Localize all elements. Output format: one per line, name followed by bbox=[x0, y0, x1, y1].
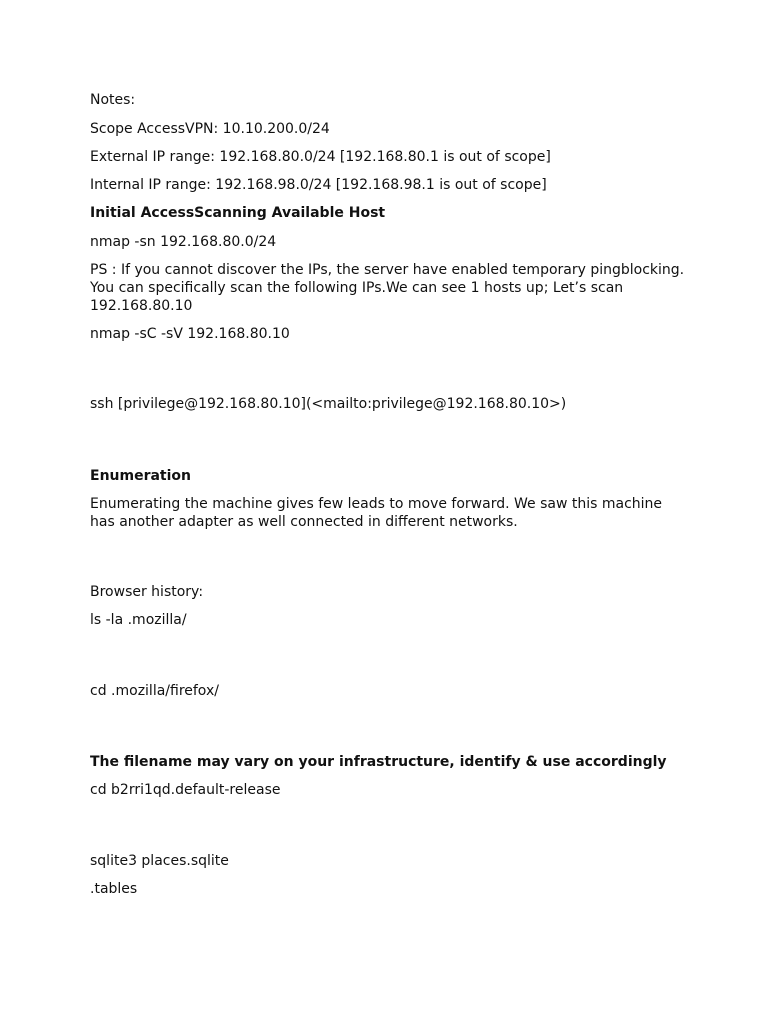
internal-ip-line: Internal IP range: 192.168.98.0/24 [192.168.98.1 is out of scope] bbox=[90, 177, 547, 193]
external-ip-line: External IP range: 192.168.80.0/24 [192.168.80.1 is out of scope] bbox=[90, 149, 551, 165]
sqlite-command: sqlite3 places.sqlite bbox=[90, 853, 229, 869]
ps-note-line-3: 192.168.80.10 bbox=[90, 298, 193, 314]
nmap-sc-sv-command: nmap -sC -sV 192.168.80.10 bbox=[90, 326, 290, 342]
ls-mozilla-command: ls -la .mozilla/ bbox=[90, 612, 187, 628]
nmap-sn-command: nmap -sn 192.168.80.0/24 bbox=[90, 234, 277, 250]
notes-label: Notes: bbox=[90, 92, 136, 108]
ssh-command: ssh [privilege@192.168.80.10](<mailto:privilege@192.168.80.10>) bbox=[90, 396, 567, 412]
ps-note-line-2: You can specifically scan the following IPs.We can see 1 hosts up; Let’s scan bbox=[90, 280, 624, 296]
cd-profile-command: cd b2rri1qd.default-release bbox=[90, 782, 281, 798]
tables-command: .tables bbox=[90, 881, 138, 897]
browser-history-label: Browser history: bbox=[90, 584, 204, 600]
enumeration-heading: Enumeration bbox=[90, 468, 192, 484]
scope-line: Scope AccessVPN: 10.10.200.0/24 bbox=[90, 121, 330, 137]
enumeration-line-2: has another adapter as well connected in different networks. bbox=[90, 514, 518, 530]
ps-note-line-1: PS : If you cannot discover the IPs, the server have enabled temporary pingblocking. bbox=[90, 262, 685, 278]
initial-access-heading: Initial AccessScanning Available Host bbox=[90, 205, 386, 221]
cd-firefox-command: cd .mozilla/firefox/ bbox=[90, 683, 219, 699]
filename-note-heading: The filename may vary on your infrastructure, identify & use accordingly bbox=[90, 754, 667, 770]
enumeration-line-1: Enumerating the machine gives few leads to move forward. We saw this machine bbox=[90, 496, 663, 512]
